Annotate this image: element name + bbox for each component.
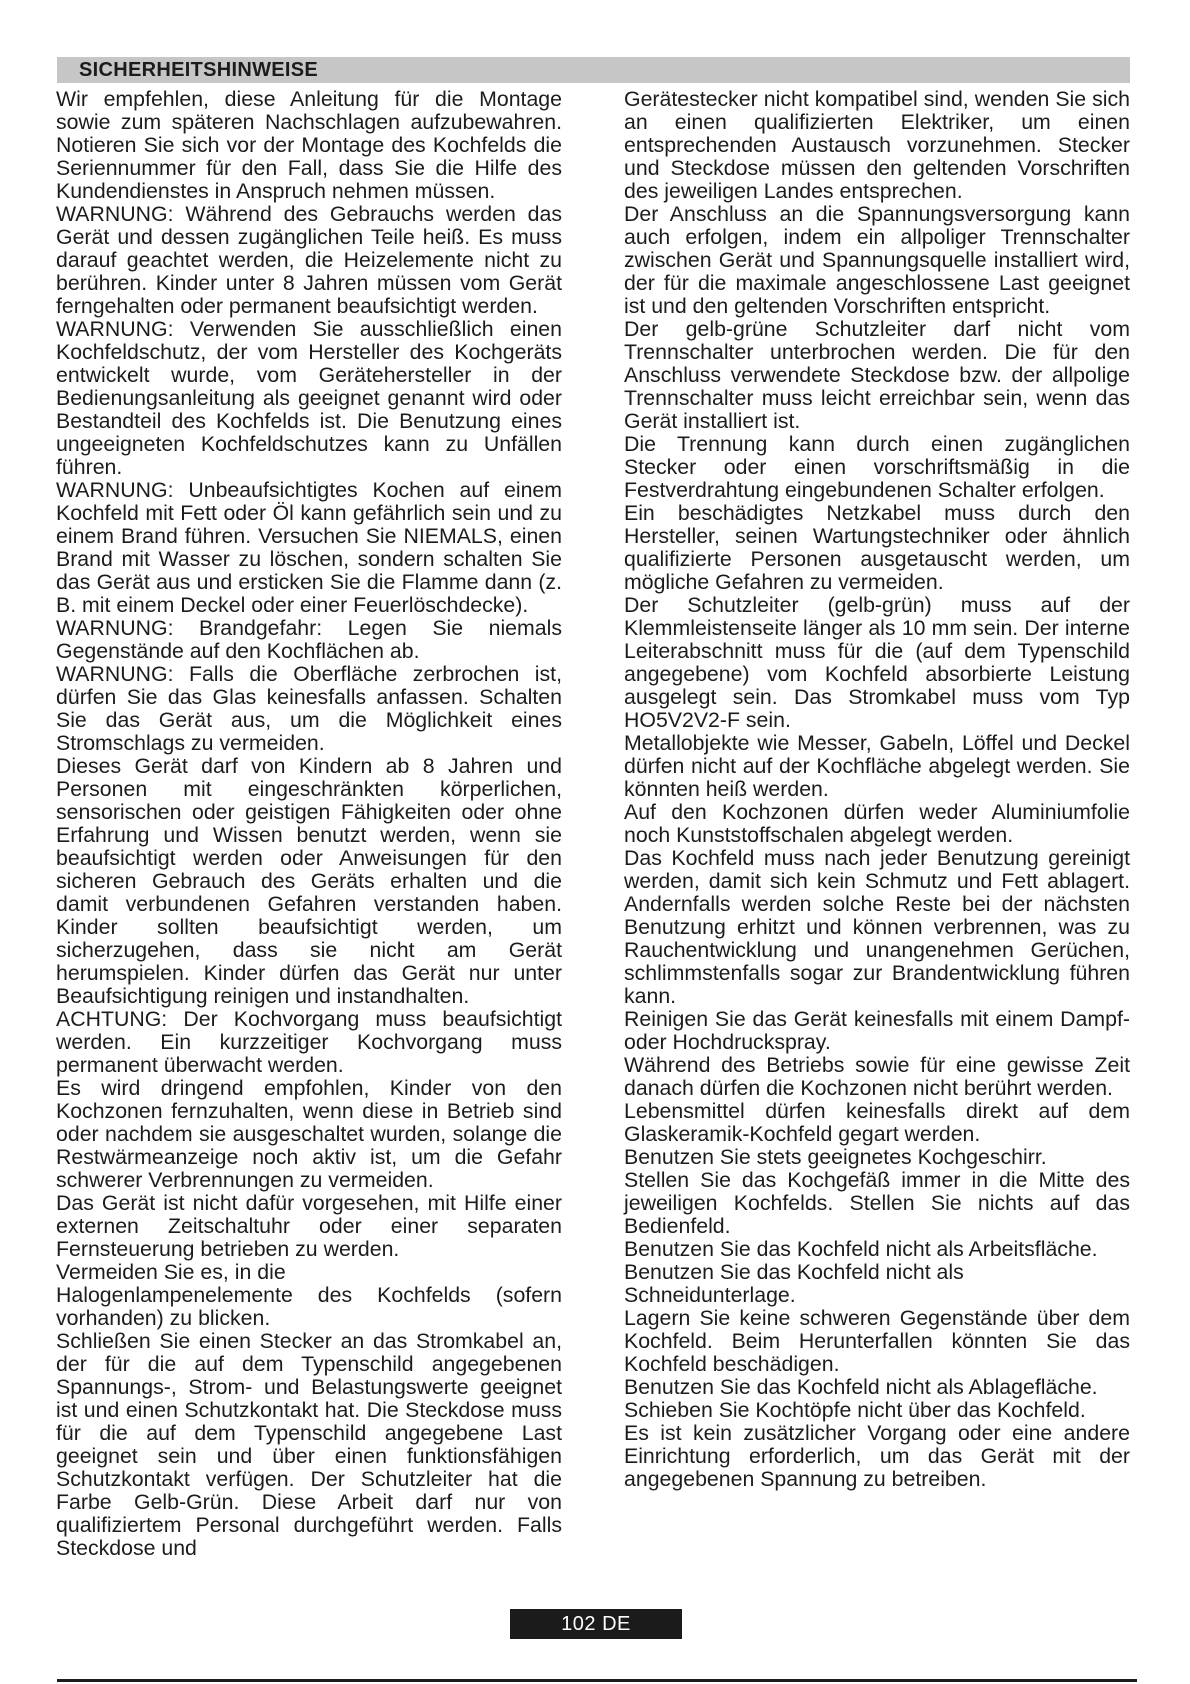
paragraph: Vermeiden Sie es, in die: [56, 1260, 286, 1284]
paragraph: WARNUNG: Verwenden Sie ausschließlich einen Kochfeldschutz, der vom Hersteller des Kochgeräts entwickelt wurde, vom Gerätehersteller in der Bedienungsanleitung als geeignet genannt wird oder Bestandteil des Kochfelds ist. Die Benutzung eines ungeeigneten Kochfeldschutzes kann zu Unfällen führen.: [56, 317, 562, 479]
paragraph: WARNUNG: Falls die Oberfläche zerbrochen ist, dürfen Sie das Glas keinesfalls anfassen. Schalten Sie das Gerät aus, um die Möglichkeit eines Stromschlags zu vermeiden.: [56, 662, 562, 755]
paragraph: Benutzen Sie das Kochfeld nicht als Arbeitsfläche.: [624, 1237, 1098, 1261]
paragraph: Der Schutzleiter (gelb-grün) muss auf der Klemmleistenseite länger als 10 mm sein. Der interne Leiterabschnitt muss für die (auf dem Typenschild angegebene) vom Kochfeld absorbierte Leistung ausgelegt sein. Das Stromkabel muss vom Typ HO5V2V2-F sein.: [624, 593, 1130, 732]
paragraph: Schneidunterlage.: [624, 1283, 796, 1307]
section-header-bar: [57, 57, 1130, 83]
paragraph: Es wird dringend empfohlen, Kinder von den Kochzonen fernzuhalten, wenn diese in Betrieb sind oder nachdem sie ausgeschaltet wurden, solange die Restwärmeanzeige noch aktiv ist, um die Gefahr schwerer Verbrennungen zu vermeiden.: [56, 1076, 562, 1192]
paragraph: Halogenlampenelemente des Kochfelds (sofern vorhanden) zu blicken.: [56, 1283, 562, 1330]
paragraph: Ein beschädigtes Netzkabel muss durch den Hersteller, seinen Wartungstechniker oder ähnlich qualifizierte Personen ausgetauscht werden, um mögliche Gefahren zu vermeiden.: [624, 501, 1130, 594]
paragraph: Das Kochfeld muss nach jeder Benutzung gereinigt werden, damit sich kein Schmutz und Fett ablagert. Andernfalls werden solche Reste bei der nächsten Benutzung erhitzt und können verbrennen, was zu Rauchentwicklung und unangenehmen Gerüchen, schlimmstenfalls sogar zur Brandentwicklung führen kann.: [624, 846, 1130, 1008]
page-number-badge: 102 DE: [510, 1609, 682, 1639]
paragraph: Benutzen Sie das Kochfeld nicht als: [624, 1260, 964, 1284]
right-column: [624, 88, 1130, 1560]
paragraph: Schließen Sie einen Stecker an das Stromkabel an, der für die auf dem Typenschild angegebenen Spannungs-, Strom- und Belastungswerte geeignet ist und einen Schutzkontakt hat. Die Steckdose muss für die auf dem Typenschild angegebene Last geeignet sein und über einen funktionsfähigen Schutzkontakt verfügen. Der Schutzleiter hat die Farbe Gelb-Grün. Diese Arbeit darf nur von qualifiziertem Personal durchgeführt werden. Falls Steckdose und: [56, 1329, 562, 1560]
paragraph: Die Trennung kann durch einen zugänglichen Stecker oder einen vorschriftsmäßig in die Festverdrahtung eingebundenen Schalter erfolgen.: [624, 432, 1130, 502]
left-column: [56, 88, 562, 1560]
bottom-rule: [57, 1679, 1137, 1682]
paragraph: Während des Betriebs sowie für eine gewisse Zeit danach dürfen die Kochzonen nicht berührt werden.: [624, 1053, 1130, 1100]
paragraph: Benutzen Sie stets geeignetes Kochgeschirr.: [624, 1145, 1047, 1169]
paragraph: Es ist kein zusätzlicher Vorgang oder eine andere Einrichtung erforderlich, um das Gerät mit der angegebenen Spannung zu betreiben.: [624, 1421, 1130, 1491]
paragraph: Schieben Sie Kochtöpfe nicht über das Kochfeld.: [624, 1398, 1086, 1422]
paragraph: Wir empfehlen, diese Anleitung für die Montage sowie zum späteren Nachschlagen aufzubewahren. Notieren Sie sich vor der Montage des Kochfelds die Seriennummer für den Fall, dass Sie die Hilfe des Kundendienstes in Anspruch nehmen müssen.: [56, 87, 562, 203]
text-columns: [56, 88, 1131, 1560]
section-title: SICHERHEITSHINWEISE: [79, 59, 319, 81]
paragraph: ACHTUNG: Der Kochvorgang muss beaufsichtigt werden. Ein kurzzeitiger Kochvorgang muss permanent überwacht werden.: [56, 1007, 562, 1077]
paragraph: Das Gerät ist nicht dafür vorgesehen, mit Hilfe einer externen Zeitschaltuhr oder einer separaten Fernsteuerung betrieben zu werden.: [56, 1191, 562, 1261]
paragraph: Stellen Sie das Kochgefäß immer in die Mitte des jeweiligen Kochfelds. Stellen Sie nichts auf das Bedienfeld.: [624, 1168, 1130, 1238]
paragraph: Reinigen Sie das Gerät keinesfalls mit einem Dampf- oder Hochdruckspray.: [624, 1007, 1130, 1054]
paragraph: Gerätestecker nicht kompatibel sind, wenden Sie sich an einen qualifizierten Elektriker, um einen entsprechenden Austausch vorzunehmen. Stecker und Steckdose müssen den geltenden Vorschriften des jeweiligen Landes entsprechen.: [624, 87, 1130, 203]
paragraph: Der gelb-grüne Schutzleiter darf nicht vom Trennschalter unterbrochen werden. Die für den Anschluss verwendete Steckdose bzw. der allpolige Trennschalter muss leicht erreichbar sein, wenn das Gerät installiert ist.: [624, 317, 1130, 433]
paragraph: WARNUNG: Während des Gebrauchs werden das Gerät und dessen zugänglichen Teile heiß. Es muss darauf geachtet werden, die Heizelemente nicht zu berühren. Kinder unter 8 Jahren müssen vom Gerät ferngehalten oder permanent beaufsichtigt werden.: [56, 202, 562, 318]
paragraph: Dieses Gerät darf von Kindern ab 8 Jahren und Personen mit eingeschränkten körperlichen, sensorischen oder geistigen Fähigkeiten oder ohne Erfahrung und Wissen benutzt werden, wenn sie beaufsichtigt werden oder Anweisungen für den sicheren Gebrauch des Geräts erhalten und die damit verbundenen Gefahren verstanden haben. Kinder sollten beaufsichtigt werden, um sicherzugehen, dass sie nicht am Gerät herumspielen. Kinder dürfen das Gerät nur unter Beaufsichtigung reinigen und instandhalten.: [56, 754, 562, 1008]
paragraph: WARNUNG: Unbeaufsichtigtes Kochen auf einem Kochfeld mit Fett oder Öl kann gefährlich sein und zu einem Brand führen. Versuchen Sie NIEMALS, einen Brand mit Wasser zu löschen, sondern schalten Sie das Gerät aus und ersticken Sie die Flamme dann (z. B. mit einem Deckel oder einer Feuerlöschdecke).: [56, 478, 562, 617]
paragraph: Lagern Sie keine schweren Gegenstände über dem Kochfeld. Beim Herunterfallen könnten Sie das Kochfeld beschädigen.: [624, 1306, 1130, 1376]
paragraph: Der Anschluss an die Spannungsversorgung kann auch erfolgen, indem ein allpoliger Trennschalter zwischen Gerät und Spannungsquelle installiert wird, der für die maximale angeschlossene Last geeignet ist und den geltenden Vorschriften entspricht.: [624, 202, 1130, 318]
paragraph: WARNUNG: Brandgefahr: Legen Sie niemals Gegenstände auf den Kochflächen ab.: [56, 616, 562, 663]
paragraph: Lebensmittel dürfen keinesfalls direkt auf dem Glaskeramik-Kochfeld gegart werden.: [624, 1099, 1130, 1146]
paragraph: Benutzen Sie das Kochfeld nicht als Ablagefläche.: [624, 1375, 1098, 1399]
paragraph: Auf den Kochzonen dürfen weder Aluminiumfolie noch Kunststoffschalen abgelegt werden.: [624, 800, 1130, 847]
paragraph: Metallobjekte wie Messer, Gabeln, Löffel und Deckel dürfen nicht auf der Kochfläche abgelegt werden. Sie könnten heiß werden.: [624, 731, 1130, 801]
